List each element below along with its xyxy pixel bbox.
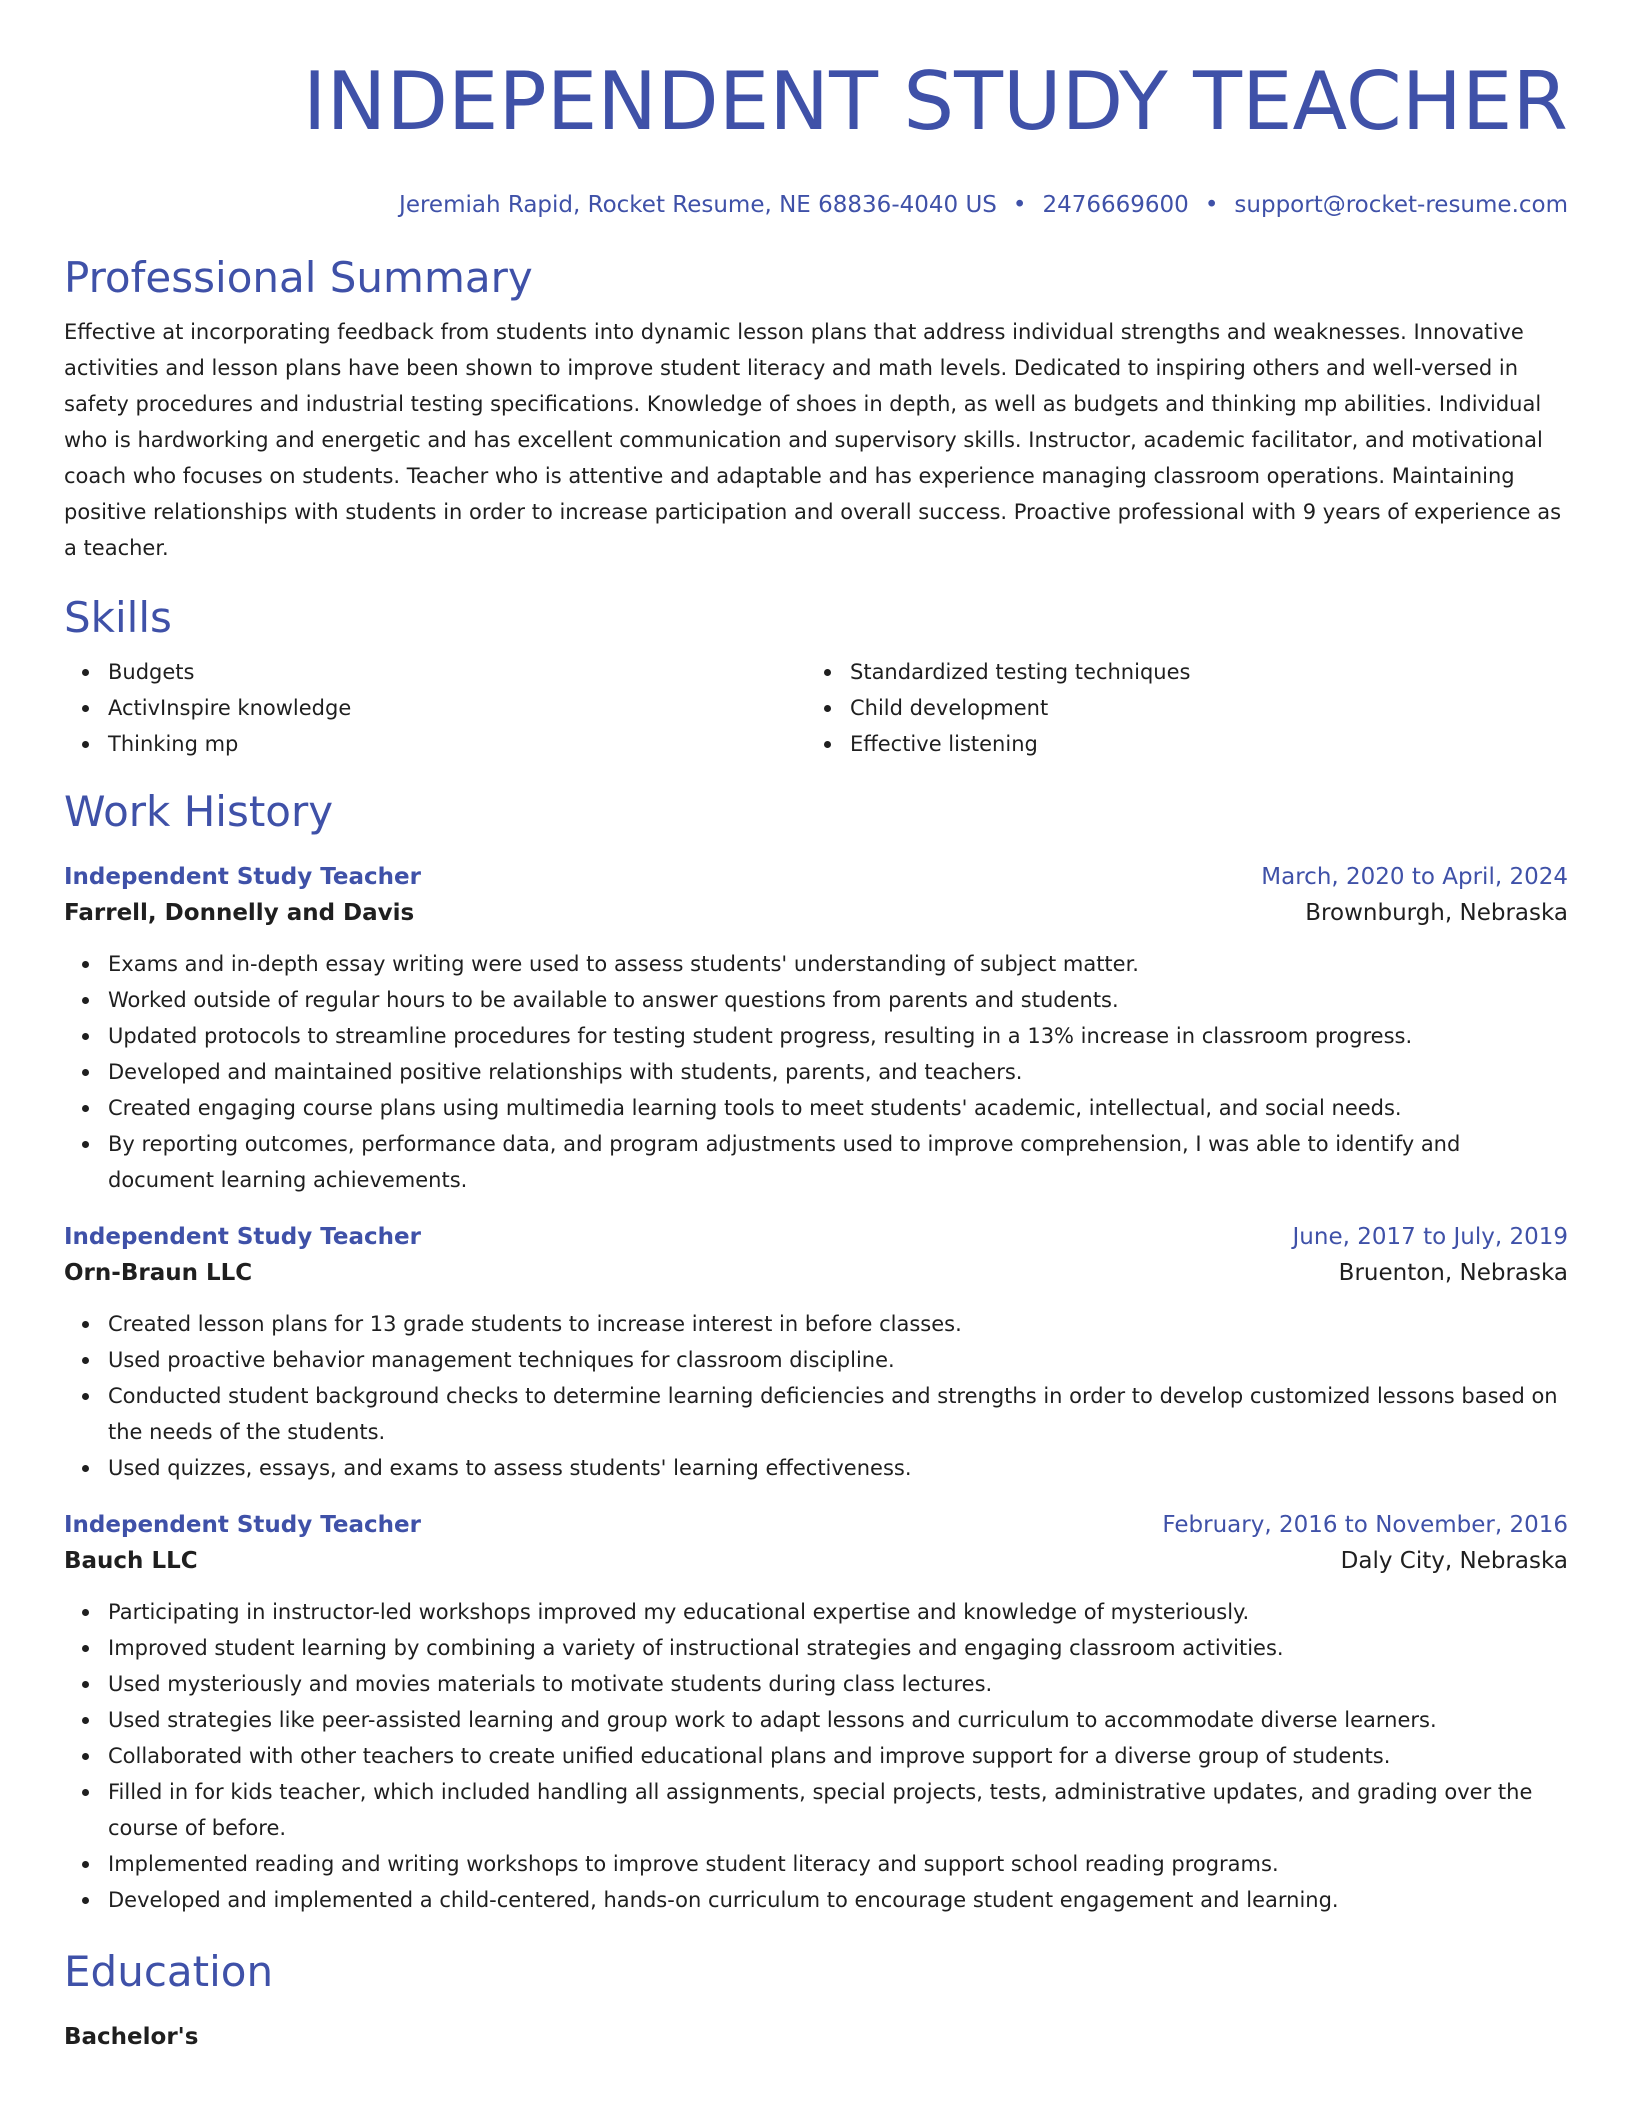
resume-title: INDEPENDENT STUDY TEACHER xyxy=(302,55,1568,148)
skill-item: Child development xyxy=(850,690,1548,726)
education-entry xyxy=(64,2020,1568,2054)
job-bullet: Implemented reading and writing workshops to improve student literacy and support school reading programs. xyxy=(108,1846,1568,1882)
contact-line xyxy=(64,190,1568,220)
work-history-heading: Work History xyxy=(64,787,334,836)
contact-email: support@rocket-resume.com xyxy=(1234,192,1568,218)
skill-item: Thinking mp xyxy=(108,726,806,762)
resume-page xyxy=(64,0,1568,2054)
job-bullet: Created engaging course plans using multimedia learning tools to meet students' academic, intellectual, and social needs. xyxy=(108,1090,1568,1126)
job-bullet: Used mysteriously and movies materials to motivate students during class lectures. xyxy=(108,1666,1568,1702)
skills-column-right xyxy=(806,654,1548,762)
job-bullet: Created lesson plans for 13 grade students to increase interest in before classes. xyxy=(108,1306,1568,1342)
education-heading: Education xyxy=(64,1947,274,1996)
job-entry xyxy=(64,1220,1568,1486)
job-bullet: Developed and maintained positive relationships with students, parents, and teachers. xyxy=(108,1054,1568,1090)
job-bullet: Participating in instructor-led workshops improved my educational expertise and knowledge of mysteriously. xyxy=(108,1594,1568,1630)
job-bullets xyxy=(64,946,1568,1198)
summary-heading: Professional Summary xyxy=(64,253,533,302)
job-dates: February, 2016 to November, 2016 xyxy=(1162,1512,1568,1538)
job-bullet: Updated protocols to streamline procedures for testing student progress, resulting in a 13% increase in classroom progress. xyxy=(108,1018,1568,1054)
contact-address: Jeremiah Rapid, Rocket Resume, NE 68836-4040 US xyxy=(399,192,997,218)
job-title: Independent Study Teacher xyxy=(64,1224,421,1250)
job-company: Bauch LLC xyxy=(64,1548,198,1574)
job-bullet: Conducted student background checks to determine learning deficiencies and strengths in order to develop customized lessons based on the needs of the students. xyxy=(108,1378,1568,1450)
skill-item: ActivInspire knowledge xyxy=(108,690,806,726)
job-dates: June, 2017 to July, 2019 xyxy=(1292,1224,1568,1250)
job-title-row xyxy=(64,860,1568,894)
skill-item: Budgets xyxy=(108,654,806,690)
job-bullet: Collaborated with other teachers to create unified educational plans and improve support for a diverse group of students. xyxy=(108,1738,1568,1774)
skill-item: Standardized testing techniques xyxy=(850,654,1548,690)
skills-heading: Skills xyxy=(64,593,172,642)
job-bullet: Used quizzes, essays, and exams to assess students' learning effectiveness. xyxy=(108,1450,1568,1486)
job-bullet: Developed and implemented a child-centered, hands-on curriculum to encourage student engagement and learning. xyxy=(108,1882,1568,1918)
job-bullets xyxy=(64,1594,1568,1918)
summary-text: Effective at incorporating feedback from students into dynamic lesson plans that address individual strengths and weaknesses. Innovative activities and lesson plans have been shown to improve student literacy and math levels. Dedicated to inspiring others and well-versed in safety procedures and industrial testing specifications. Knowledge of shoes in depth, as well as budgets and thinking mp abilities. Individual who is hardworking and energetic and has excellent communication and supervisory skills. Instructor, academic facilitator, and motivational coach who focuses on students. Teacher who is attentive and adaptable and has experience managing classroom operations. Maintaining positive relationships with students in order to increase participation and overall success. Proactive professional with 9 years of experience as a teacher. xyxy=(64,320,1562,560)
job-title: Independent Study Teacher xyxy=(64,1512,421,1538)
job-bullet: Improved student learning by combining a variety of instructional strategies and engaging classroom activities. xyxy=(108,1630,1568,1666)
job-bullet: Exams and in-depth essay writing were used to assess students' understanding of subject matter. xyxy=(108,946,1568,982)
job-title: Independent Study Teacher xyxy=(64,864,421,890)
job-company: Orn-Braun LLC xyxy=(64,1260,253,1286)
job-company: Farrell, Donnelly and Davis xyxy=(64,900,415,926)
job-entry xyxy=(64,860,1568,1198)
job-dates: March, 2020 to April, 2024 xyxy=(1261,864,1568,890)
job-company-row xyxy=(64,1254,1568,1292)
job-company-row xyxy=(64,1542,1568,1580)
job-bullet: By reporting outcomes, performance data, and program adjustments used to improve comprehension, I was able to identify and document learning achievements. xyxy=(108,1126,1568,1198)
skills-column-left xyxy=(64,654,806,762)
contact-separator: • xyxy=(1012,192,1027,218)
education-degree: Bachelor's xyxy=(64,2024,199,2050)
skill-item: Effective listening xyxy=(850,726,1548,762)
contact-separator: • xyxy=(1204,192,1219,218)
contact-phone: 2476669600 xyxy=(1042,192,1189,218)
job-entry xyxy=(64,1508,1568,1918)
job-location: Bruenton, Nebraska xyxy=(1338,1260,1568,1286)
skills-grid xyxy=(64,654,1568,762)
job-bullet: Filled in for kids teacher, which included handling all assignments, special projects, tests, administrative updates, and grading over the course of before. xyxy=(108,1774,1568,1846)
job-company-row xyxy=(64,894,1568,932)
job-location: Daly City, Nebraska xyxy=(1340,1548,1568,1574)
job-title-row xyxy=(64,1508,1568,1542)
job-bullet: Used strategies like peer-assisted learning and group work to adapt lessons and curriculum to accommodate diverse learners. xyxy=(108,1702,1568,1738)
job-bullets xyxy=(64,1306,1568,1486)
job-location: Brownburgh, Nebraska xyxy=(1305,900,1568,926)
job-title-row xyxy=(64,1220,1568,1254)
job-bullet: Worked outside of regular hours to be available to answer questions from parents and students. xyxy=(108,982,1568,1018)
job-bullet: Used proactive behavior management techniques for classroom discipline. xyxy=(108,1342,1568,1378)
